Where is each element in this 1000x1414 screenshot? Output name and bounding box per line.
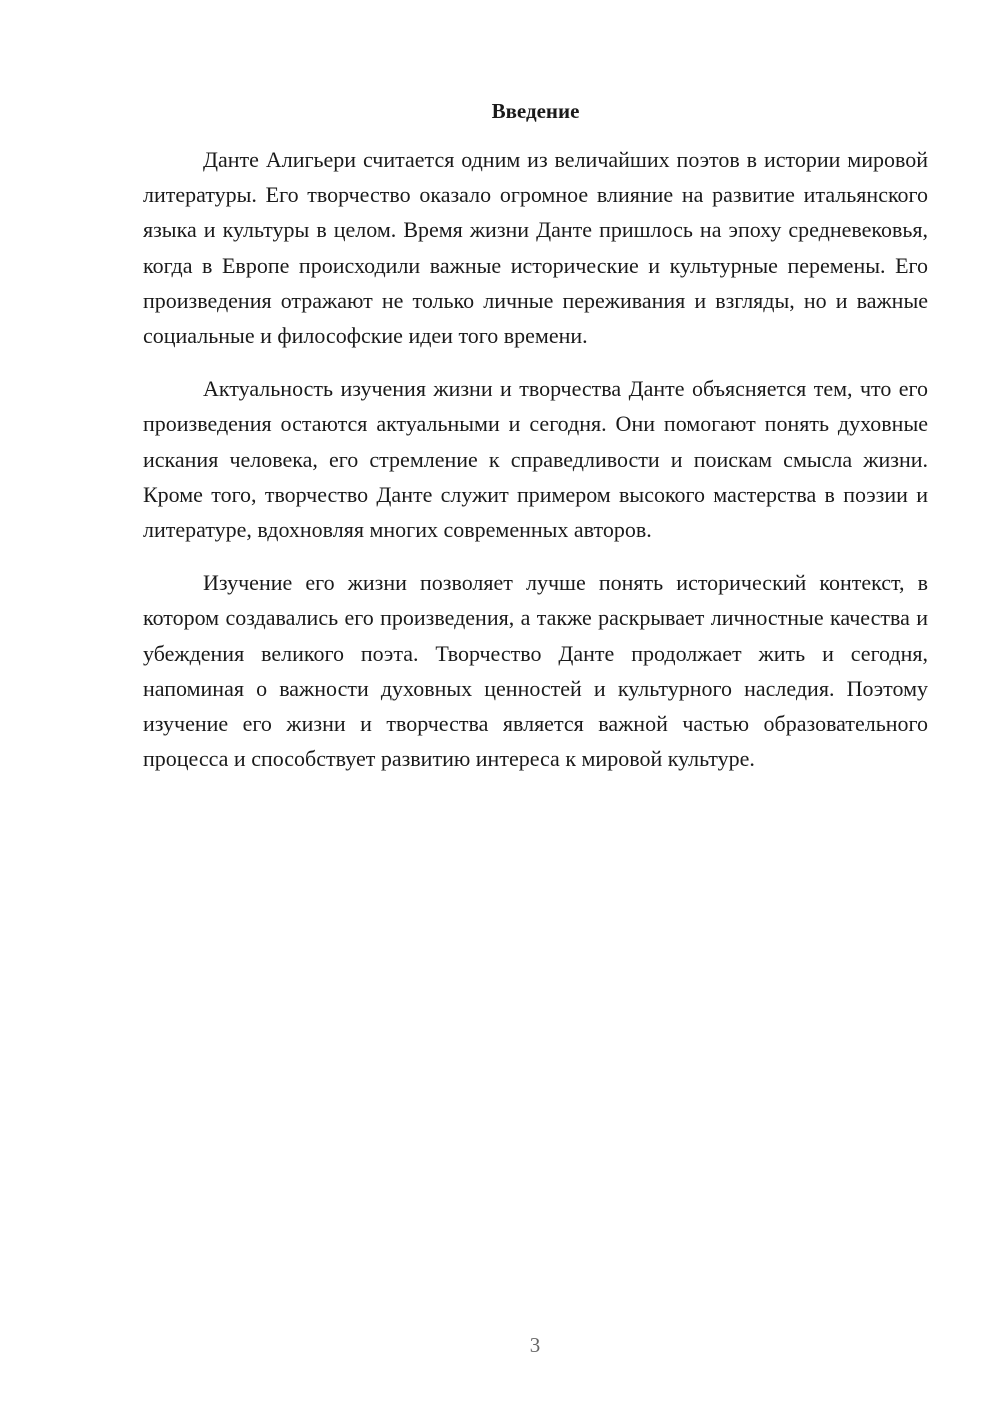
paragraph-3: Изучение его жизни позволяет лучше понять исторический контекст, в котором создавались его произведения, а также раскрывает личностные качества и убеждения великого поэта. Творчество Данте продолжает жить и сегодня, напоминая о важности духовных ценностей и культурного наследия. Поэтому изучение его жизни и творчества является важной частью образовательного процесса и способствует развитию интереса к мировой культуре. [143,570,928,772]
paragraph-2: Актуальность изучения жизни и творчества Данте объясняется тем, что его произведения остаются актуальными и сегодня. Они помогают понять духовные искания человека, его стремление к справедливости и поискам смысла жизни. Кроме того, творчество Данте служит примером высокого мастерства в поэзии и литературе, вдохновляя многих современных авторов. [143,376,928,543]
page-number: 3 [529,1333,541,1357]
paragraph-1: Данте Алигьери считается одним из величайших поэтов в истории мировой литературы. Его творчество оказало огромное влияние на развитие итальянского языка и культуры в целом. Время жизни Данте пришлось на эпоху средневековья, когда в Европе происходили важные исторические и культурные перемены. Его произведения отражают не только личные переживания и взгляды, но и важные социальные и философские идеи того времени. [143,147,928,349]
section-title: Введение [491,99,580,123]
body-text [143,142,928,794]
